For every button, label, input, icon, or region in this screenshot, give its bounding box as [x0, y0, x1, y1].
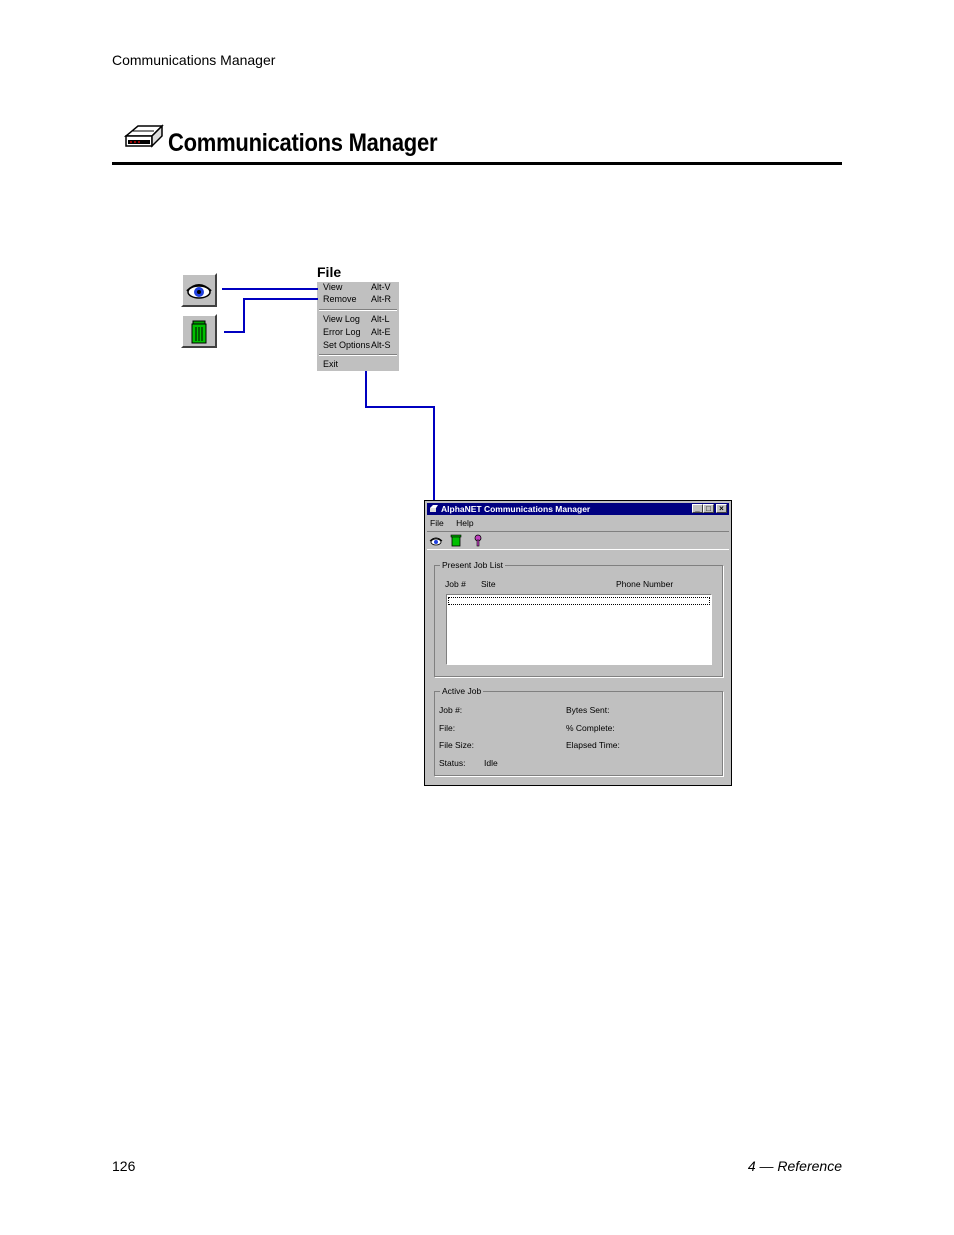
view-button[interactable]: [181, 273, 217, 307]
file-menu: [317, 282, 399, 371]
maximize-button[interactable]: □: [703, 504, 714, 513]
remove-button[interactable]: [181, 314, 217, 348]
active-job-group: [434, 686, 723, 776]
menu-separator: [319, 309, 397, 311]
eye-icon[interactable]: [429, 534, 443, 547]
connector-window: [433, 406, 435, 502]
connector-window: [365, 406, 435, 408]
connector-remove: [244, 298, 318, 300]
chapter-label: 4 — Reference: [747, 1158, 842, 1174]
page-title: Communications Manager: [168, 129, 438, 157]
menu-item-exit[interactable]: Exit: [323, 359, 339, 369]
column-header-job[interactable]: Job #: [445, 579, 466, 589]
file-label: File:: [439, 723, 456, 733]
elapsed-time-label: Elapsed Time:: [566, 740, 620, 750]
file-size-label: File Size:: [439, 740, 474, 750]
menu-help[interactable]: Help: [456, 518, 474, 528]
key-icon[interactable]: [471, 534, 485, 547]
job-number-label: Job #:: [439, 705, 463, 715]
job-list[interactable]: [446, 594, 712, 665]
menu-item-error-log[interactable]: Error Log Alt-E: [323, 327, 391, 337]
window-toolbar: [427, 531, 729, 550]
menu-item-view[interactable]: View Alt-V: [323, 282, 391, 292]
running-head: Communications Manager: [112, 52, 276, 68]
focus-row: [448, 597, 710, 605]
bytes-sent-label: Bytes Sent:: [566, 705, 610, 715]
connector-window: [365, 371, 367, 408]
status-value: Idle: [484, 758, 498, 768]
window-title: AlphaNET Communications Manager: [441, 504, 591, 514]
window-titlebar[interactable]: [427, 503, 729, 515]
minimize-button[interactable]: _: [692, 504, 703, 513]
eye-icon: [183, 275, 215, 305]
trash-icon[interactable]: [449, 534, 463, 547]
connector-remove: [224, 331, 245, 333]
present-job-list-group: [434, 560, 723, 677]
column-header-phone[interactable]: Phone Number: [616, 579, 674, 589]
page-number: 126: [112, 1158, 136, 1174]
title-rule: [112, 162, 842, 165]
status-label: Status:: [439, 758, 466, 768]
menu-item-set-options[interactable]: Set Options Alt-S: [323, 340, 391, 350]
close-button[interactable]: ×: [716, 504, 727, 513]
percent-complete-label: % Complete:: [566, 723, 615, 733]
menu-item-remove[interactable]: Remove Alt-R: [323, 294, 391, 304]
comm-manager-window: [424, 500, 732, 786]
connector-view: [222, 288, 318, 290]
file-menu-label[interactable]: File: [317, 264, 342, 280]
menu-item-view-log[interactable]: View Log Alt-L: [323, 314, 390, 324]
trash-icon: [183, 316, 215, 346]
group-label: Present Job List: [442, 560, 503, 570]
modem-icon: [429, 504, 439, 513]
connector-remove: [243, 298, 245, 333]
window-menubar: [430, 518, 484, 528]
group-label: Active Job: [442, 686, 482, 696]
column-header-site[interactable]: Site: [481, 579, 496, 589]
menu-separator: [319, 354, 397, 356]
menu-file[interactable]: File: [430, 518, 444, 528]
modem-icon: [122, 122, 164, 152]
